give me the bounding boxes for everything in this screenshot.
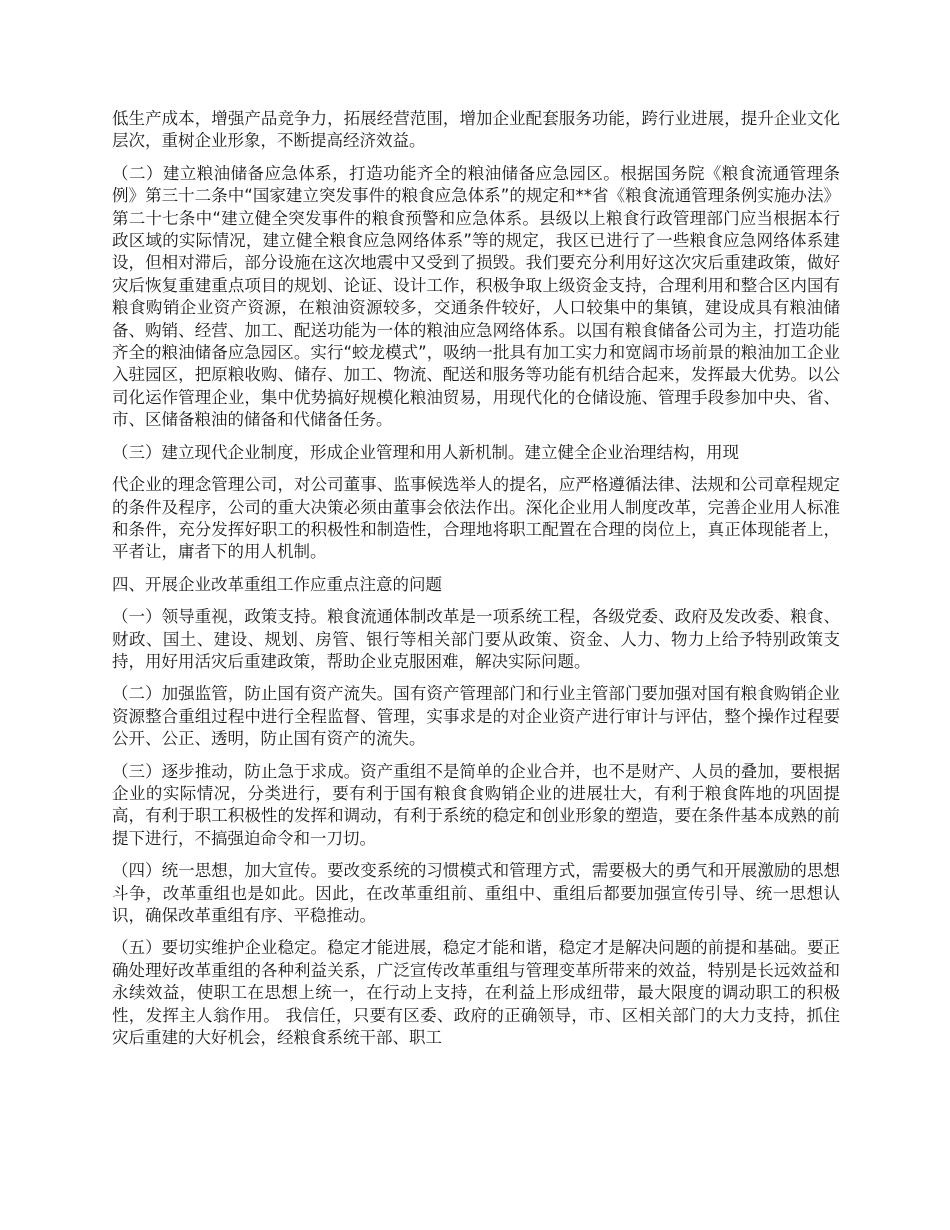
document-page xyxy=(112,108,840,1059)
paragraph-modern-enterprise-system: （三）建立现代企业制度，形成企业管理和用人新机制。建立健全企业治理结构，用现 xyxy=(112,442,739,462)
paragraph-grain-emergency-system: （二）建立粮油储备应急体系，打造功能齐全的粮油储备应急园区。根据国务院《粮食流通管理条例》第三十二条中“国家建立突发事件的粮食应急体系”的规定和**省《粮食流通管理条例实施办法》第二十七条中“建立健全突发事件的粮食预警和应急体系。县级以上粮食行政管理部门应当根据本行政区域的实际情况，建立健全粮食应急网络体系”等的规定，我区已进行了一些粮食应急网络体系建设，但相对滞后，部分设施在这次地震中又受到了损毁。我们要充分利用好这次灾后重建政策，做好灾后恢复重建重点项目的规划、论证、设计工作，积极争取上级资金支持，合理利用和整合区内国有粮食购销企业资产资源，在粮油资源较多，交通条件较好，人口较集中的集镇，建设成具有粮油储备、购销、经营、加工、配送功能为一体的粮油应急网络体系。以国有粮食储备公司为主，打造功能齐全的粮油储备应急园区。实行“蛟龙模式”，吸纳一批具有加工实力和宽阔市场前景的粮油加工企业入驻园区，把原粮收购、储存、加工、物流、配送和服务等功能有机结合起来，发挥最大优势。以公司化运作管理企业，集中优势搞好规模化粮油贸易，用现代化的仓储设施、管理手段参加中央、省、市、区储备粮油的储备和代储备任务。 xyxy=(112,163,840,430)
paragraph-leadership-support: （一）领导重视，政策支持。粮食流通体制改革是一项系统工程，各级党委、政府及发改委、粮食、财政、国土、建设、规划、房管、银行等相关部门要从政策、资金、人力、物力上给予特别政策支持，用好用活灾后重建政策，帮助企业克服困难，解决实际问题。 xyxy=(112,607,840,671)
section-heading-key-issues: 四、开展企业改革重组工作应重点注意的问题 xyxy=(112,574,442,594)
paragraph-corporate-governance: 代企业的理念管理公司，对公司董事、监事候选举人的提名，应严格遵循法律、法规和公司章程规定的条件及程序，公司的重大决策必须由董事会依法作出。深化企业用人制度改革，完善企业用人标准和条件，充分发挥好职工的积极性和制造性，合理地将职工配置在合理的岗位上，真正体现能者上，平者让，庸者下的用人机制。 xyxy=(112,475,840,562)
paragraph-supervision: （二）加强监管，防止国有资产流失。国有资产管理部门和行业主管部门要加强对国有粮食购销企业资源整合重组过程中进行全程监督、管理，实事求是的对企业资产进行审计与评估，整个操作过程要公开、公正、透明，防止国有资产的流失。 xyxy=(112,684,840,749)
paragraph-intro-continuation: 低生产成本，增强产品竞争力，拓展经营范围，增加企业配套服务功能，跨行业进展，提升企业文化层次，重树企业形象，不断提高经济效益。 xyxy=(112,109,840,151)
paragraph-maintain-stability: （五）要切实维护企业稳定。稳定才能进展，稳定才能和谐，稳定才是解决问题的前提和基础。要正确处理好改革重组的各种利益关系，广泛宣传改革重组与管理变革所带来的效益，特别是长远效益和永续效益，使职工在思想上统一，在行动上支持，在利益上形成纽带，最大限度的调动职工的积极性，发挥主人翁作用。 我信任，只要有区委、政府的正确领导，市、区相关部门的大力支持，抓住灾后重建的大好机会，经粮食系统干部、职工 xyxy=(112,938,840,1048)
paragraph-unify-thinking: （四）统一思想，加大宣传。要改变系统的习惯模式和管理方式，需要极大的勇气和开展激励的思想斗争，改革重组也是如此。因此，在改革重组前、重组中、重组后都要加强宣传引导、统一思想认识，确保改革重组有序、平稳推动。 xyxy=(112,861,840,925)
paragraph-gradual-progress: （三）逐步推动，防止急于求成。资产重组不是简单的企业合并，也不是财产、人员的叠加，要根据企业的实际情况，分类进行，要有利于国有粮食食购销企业的进展壮大，有利于粮食阵地的巩固提高，有利于职工积极性的发挥和调动，有利于系统的稳定和创业形象的塑造，要在条件基本成熟的前提下进行，不搞强迫命令和一刀切。 xyxy=(112,761,840,848)
